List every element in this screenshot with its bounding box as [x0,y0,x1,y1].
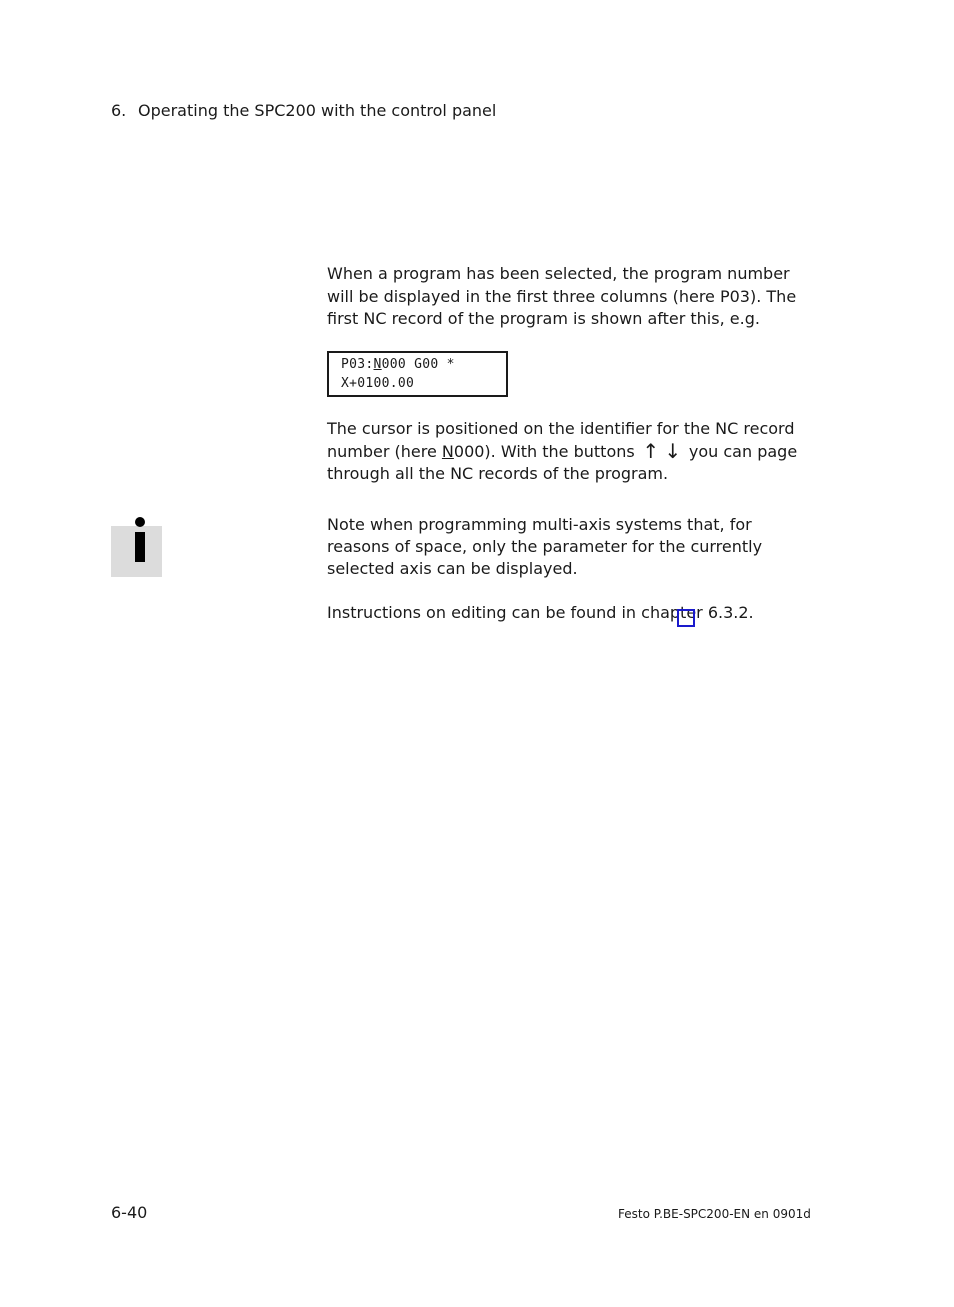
lcd-line1-suffix: 000 G00 * [381,357,455,372]
lcd-line2: X+0100.00 [341,376,415,391]
info-icon [111,526,162,577]
paragraph-program-selected: When a program has been selected, the program number will be displayed in the first three columns (here P03). The first NC record of the program is shown after this, e.g. [327,264,797,328]
note-multi-axis: Note when programming multi-axis systems that, for reasons of space, only the parameter for the currently selected axis can be displayed. [327,515,763,578]
document-id: Festo P.BE-SPC200-EN en 0901d [618,1207,811,1221]
cursor-text-part3: you can page through all the NC records of the program. [327,441,798,483]
cursor-text-part1: The cursor is positioned on the identifier for the NC record number (here [327,419,795,461]
up-arrow-icon: ↑ [642,438,660,463]
paragraph-cursor [327,418,807,486]
section-title: Operating the SPC200 with the control panel [138,101,497,120]
lcd-line1-prefix: P03: [341,357,374,372]
cursor-underlined-n: N [441,441,454,461]
cursor-text-part2: 000). With the buttons [453,441,640,461]
chapter-link[interactable] [677,609,695,627]
down-arrow-icon: ↓ [664,438,682,463]
paragraph-editing-reference: Instructions on editing can be found in chapter 6.3.2. [327,603,754,622]
lcd-cursor-char: N [373,357,382,372]
page-number: 6-40 [111,1203,148,1222]
page-header [111,101,496,120]
section-number: 6. [111,101,127,120]
lcd-display [327,351,508,397]
